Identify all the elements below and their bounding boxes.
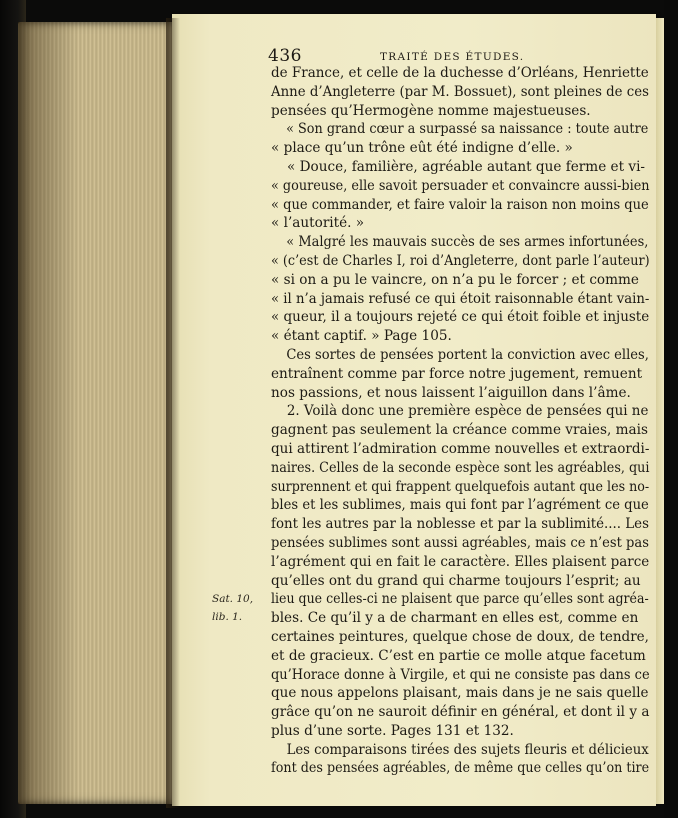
text-line: certaines peintures, quelque chose de doux, de tendre,	[271, 628, 649, 645]
background-board	[664, 0, 678, 818]
text-line: entraînent comme par force notre jugement, remuent	[271, 365, 643, 382]
text-line: « Douce, familière, agréable autant que ferme et vi-	[287, 158, 646, 175]
gutter-shadow	[166, 18, 180, 808]
text-line: qui attirent l’admiration comme nouvelles et extraordi-	[271, 440, 650, 457]
text-line: « Malgré les mauvais succès de ses armes infortunées,	[286, 234, 649, 251]
next-page-sliver	[656, 18, 664, 804]
text-line: Les comparaisons tirées des sujets fleuris et délicieux	[286, 741, 649, 758]
body-text	[271, 64, 649, 778]
running-head: TRAITÉ DES ÉTUDES.	[380, 51, 525, 63]
text-line: « queur, il a toujours rejeté ce qui étoit foible et injuste	[271, 309, 650, 326]
text-line: « si on a pu le vaincre, on n’a pu le forcer ; et comme	[271, 271, 639, 288]
text-line: plus d’une sorte. Pages 131 et 132.	[271, 722, 514, 739]
text-line: font les autres par la noblesse et par la sublimité.... Les	[271, 516, 649, 533]
text-line: bles et les sublimes, mais qui font par l’agrément ce que	[271, 497, 649, 514]
page-header	[268, 46, 648, 66]
text-line: « Son grand cœur a surpassé sa naissance : toute autre	[286, 121, 649, 138]
text-line: gagnent pas seulement la créance comme vraies, mais	[271, 422, 648, 439]
text-line: nos passions, et nous laissent l’aiguillon dans l’âme.	[271, 384, 631, 401]
text-line: que nous appelons plaisant, mais dans je ne sais quelle	[271, 685, 649, 702]
text-line: « (c’est de Charles I, roi d’Angleterre, dont parle l’auteur)	[271, 252, 650, 269]
text-line: l’agrément qui en fait le caractère. Elles plaisent parce	[271, 553, 650, 570]
text-line: qu’elles ont du grand qui charme toujours l’esprit; au	[271, 572, 641, 589]
text-line: 2. Voilà donc une première espèce de pensées qui ne	[286, 403, 649, 420]
margin-note-line: Sat. 10,	[212, 593, 254, 605]
text-line: « que commander, et faire valoir la raison non moins que	[271, 196, 649, 213]
text-line: naires. Celles de la seconde espèce sont les agréables, qui	[271, 459, 650, 476]
text-line: « étant captif. » Page 105.	[271, 328, 452, 345]
text-line: Anne d’Angleterre (par M. Bossuet), sont pleines de ces	[271, 83, 649, 100]
page-number: 436	[268, 46, 302, 66]
text-line: et de gracieux. C’est en partie ce molle atque facetum	[271, 647, 646, 664]
text-line: grâce qu’on ne sauroit définir en général, et dont il y a	[271, 704, 650, 721]
text-line: « il n’a jamais refusé ce qui étoit raisonnable étant vain-	[271, 290, 650, 307]
margin-note	[212, 590, 272, 626]
text-line: de France, et celle de la duchesse d’Orléans, Henriette	[271, 65, 649, 81]
text-line: qu’Horace donne à Virgile, et qui ne consiste pas dans ce	[271, 666, 650, 683]
text-line: « goureuse, elle savoit persuader et convaincre aussi-bien	[271, 177, 650, 194]
text-line: « place qu’un trône eût été indigne d’elle. »	[271, 140, 573, 157]
text-line: font des pensées agréables, de même que celles qu’on tire	[271, 760, 650, 777]
text-line: pensées sublimes sont aussi agréables, mais ce n’est pas	[271, 534, 649, 551]
text-line: lieu que celles-ci ne plaisent que parce qu’elles sont agréa-	[271, 591, 649, 608]
text-line: surprennent et qui frappent quelquefois autant que les no-	[271, 478, 650, 495]
margin-note-line: lib. 1.	[212, 611, 243, 623]
text-line: Ces sortes de pensées portent la conviction avec elles,	[286, 346, 649, 363]
text-line: pensées qu’Hermogène nomme majestueuses.	[271, 102, 591, 119]
page-edges-shadow	[18, 22, 78, 804]
text-line: « l’autorité. »	[271, 215, 365, 232]
text-line: bles. Ce qu’il y a de charmant en elles est, comme en	[271, 610, 639, 627]
